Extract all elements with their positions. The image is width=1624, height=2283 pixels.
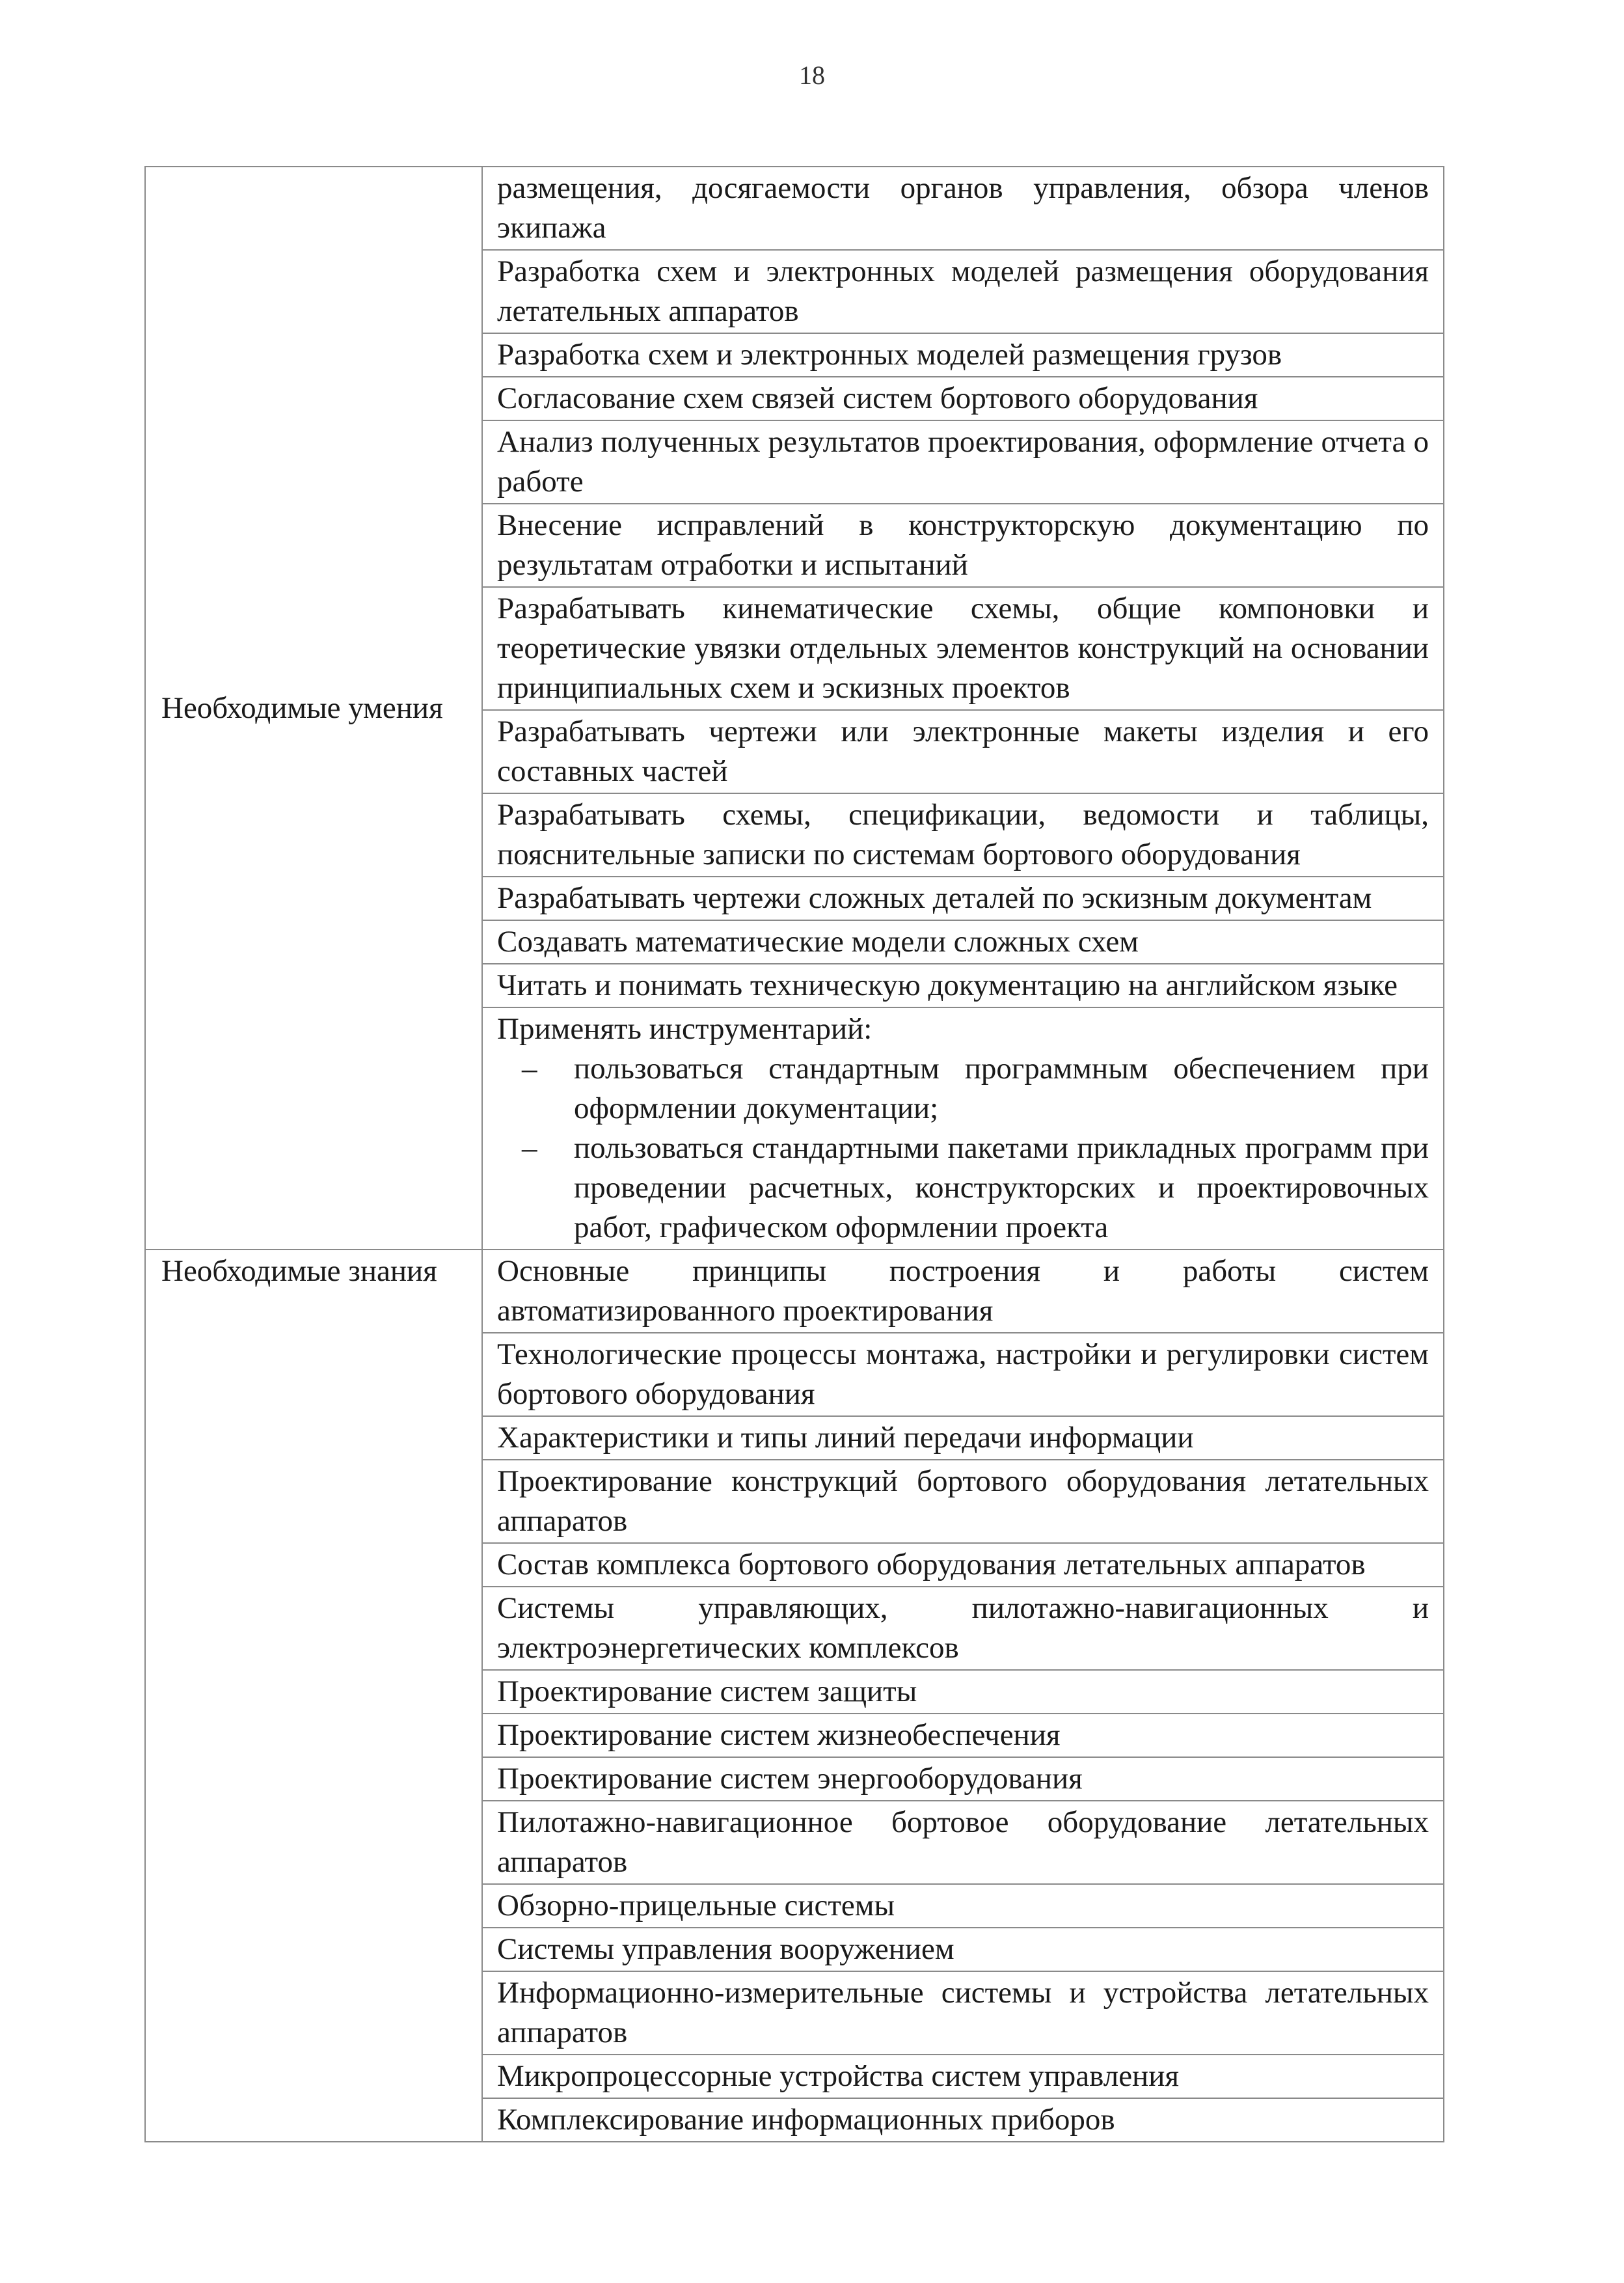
skill-row-5: Читать и понимать техническую документацию на английском языке [482, 964, 1444, 1007]
knowledge-row-11: Системы управления вооружением [482, 1928, 1444, 1971]
skill-tools-cell [482, 1007, 1444, 1250]
knowledge-row-5: Системы управляющих, пилотажно-навигационных и электроэнергетических комплексов [482, 1587, 1444, 1670]
tools-intro: Применять инструментарий: [497, 1012, 873, 1046]
table-row [145, 167, 1444, 250]
dash-bullet: – [522, 1131, 537, 1165]
knowledge-row-6: Проектирование систем защиты [482, 1670, 1444, 1714]
list-item [497, 1128, 1429, 1248]
skill-row-4: Создавать математические модели сложных схем [482, 920, 1444, 964]
intro-row-1: Разработка схем и электронных моделей размещения оборудования летательных аппаратов [482, 250, 1444, 333]
requirements-table [144, 166, 1444, 2142]
skill-row-0: Разрабатывать кинематические схемы, общие компоновки и теоретические увязки отдельных элементов конструкций на основании принципиальных схем и эскизных проектов [482, 587, 1444, 710]
skills-label-cell [145, 167, 482, 1250]
skill-row-2: Разрабатывать схемы, спецификации, ведомости и таблицы, пояснительные записки по системам бортового оборудования [482, 793, 1444, 877]
tools-list [497, 1049, 1429, 1248]
table-row [145, 1250, 1444, 1333]
skill-row-1: Разрабатывать чертежи или электронные макеты изделия и его составных частей [482, 710, 1444, 793]
knowledge-row-3: Проектирование конструкций бортового оборудования летательных аппаратов [482, 1460, 1444, 1543]
intro-row-2: Разработка схем и электронных моделей размещения грузов [482, 333, 1444, 377]
knowledge-row-14: Комплексирование информационных приборов [482, 2098, 1444, 2142]
intro-row-0: размещения, досягаемости органов управления, обзора членов экипажа [482, 167, 1444, 250]
intro-row-5: Внесение исправлений в конструкторскую документацию по результатам отработки и испытаний [482, 504, 1444, 587]
knowledge-row-12: Информационно-измерительные системы и устройства летательных аппаратов [482, 1971, 1444, 2055]
intro-row-3: Согласование схем связей систем бортового оборудования [482, 377, 1444, 420]
tool-item-0: пользоваться стандартным программным обеспечением при оформлении документации; [574, 1052, 1429, 1125]
knowledge-row-0: Основные принципы построения и работы систем автоматизированного проектирования [482, 1250, 1444, 1333]
intro-row-4: Анализ полученных результатов проектирования, оформление отчета о работе [482, 420, 1444, 504]
knowledge-row-9: Пилотажно-навигационное бортовое оборудование летательных аппаратов [482, 1801, 1444, 1884]
knowledge-row-8: Проектирование систем энергооборудования [482, 1757, 1444, 1801]
page-number: 18 [799, 61, 825, 90]
knowledge-row-1: Технологические процессы монтажа, настройки и регулировки систем бортового оборудования [482, 1333, 1444, 1416]
knowledge-row-2: Характеристики и типы линий передачи информации [482, 1416, 1444, 1460]
skill-row-3: Разрабатывать чертежи сложных деталей по эскизным документам [482, 877, 1444, 920]
tool-item-1: пользоваться стандартными пакетами прикладных программ при проведении расчетных, конструкторских и проектировочных работ, графическом оформлении проекта [574, 1131, 1429, 1244]
knowledge-row-13: Микропроцессорные устройства систем управления [482, 2055, 1444, 2098]
knowledge-row-10: Обзорно-прицельные системы [482, 1884, 1444, 1928]
dash-bullet: – [522, 1052, 537, 1086]
skills-label: Необходимые умения [161, 690, 443, 725]
knowledge-row-4: Состав комплекса бортового оборудования летательных аппаратов [482, 1543, 1444, 1587]
list-item [497, 1049, 1429, 1128]
knowledge-row-7: Проектирование систем жизнеобеспечения [482, 1714, 1444, 1757]
knowledge-label: Необходимые знания [161, 1254, 437, 1288]
knowledge-label-cell [145, 1250, 482, 2142]
